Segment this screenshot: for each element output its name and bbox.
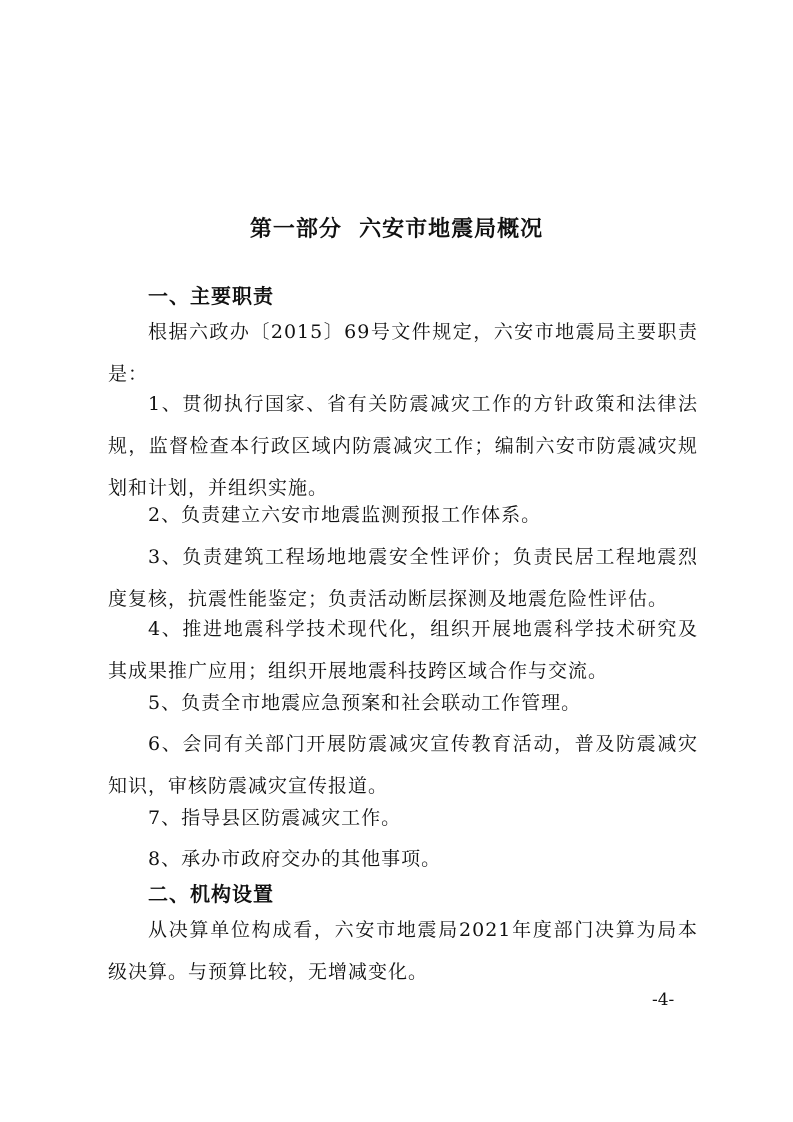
paragraph-duty-7: 7、指导县区防震减灾工作。 <box>148 807 402 829</box>
page-title: 第一部分 六安市地震局概况 <box>249 217 544 242</box>
paragraph-duty-8: 8、承办市政府交办的其他事项。 <box>148 848 442 870</box>
section-heading-organization: 二、机构设置 <box>148 882 274 906</box>
section-heading-duties: 一、主要职责 <box>148 284 274 308</box>
paragraph-duty-3: 3、负责建筑工程场地地震安全性评价；负责民居工程地震烈度复核，抗震性能鉴定；负责活动断层探测及地震危险性评估。 <box>108 546 698 610</box>
paragraph-duty-4: 4、推进地震科学技术现代化，组织开展地震科学技术研究及其成果推广应用；组织开展地震科技跨区域合作与交流。 <box>108 618 698 682</box>
paragraph-intro: 根据六政办〔2015〕69号文件规定，六安市地震局主要职责是： <box>108 321 698 385</box>
paragraph-duty-6: 6、会同有关部门开展防震减灾宣传教育活动，普及防震减灾知识，审核防震减灾宣传报道。 <box>108 733 698 797</box>
paragraph-organization: 从决算单位构成看，六安市地震局2021年度部门决算为局本级决算。与预算比较，无增减变化。 <box>108 919 698 983</box>
paragraph-duty-1: 1、贯彻执行国家、省有关防震减灾工作的方针政策和法律法规，监督检查本行政区域内防震减灾工作；编制六安市防震减灾规划和计划，并组织实施。 <box>108 393 698 499</box>
paragraph-duty-2: 2、负责建立六安市地震监测预报工作体系。 <box>148 504 542 526</box>
page-number: -4- <box>652 990 675 1010</box>
paragraph-duty-5: 5、负责全市地震应急预案和社会联动工作管理。 <box>148 692 582 714</box>
